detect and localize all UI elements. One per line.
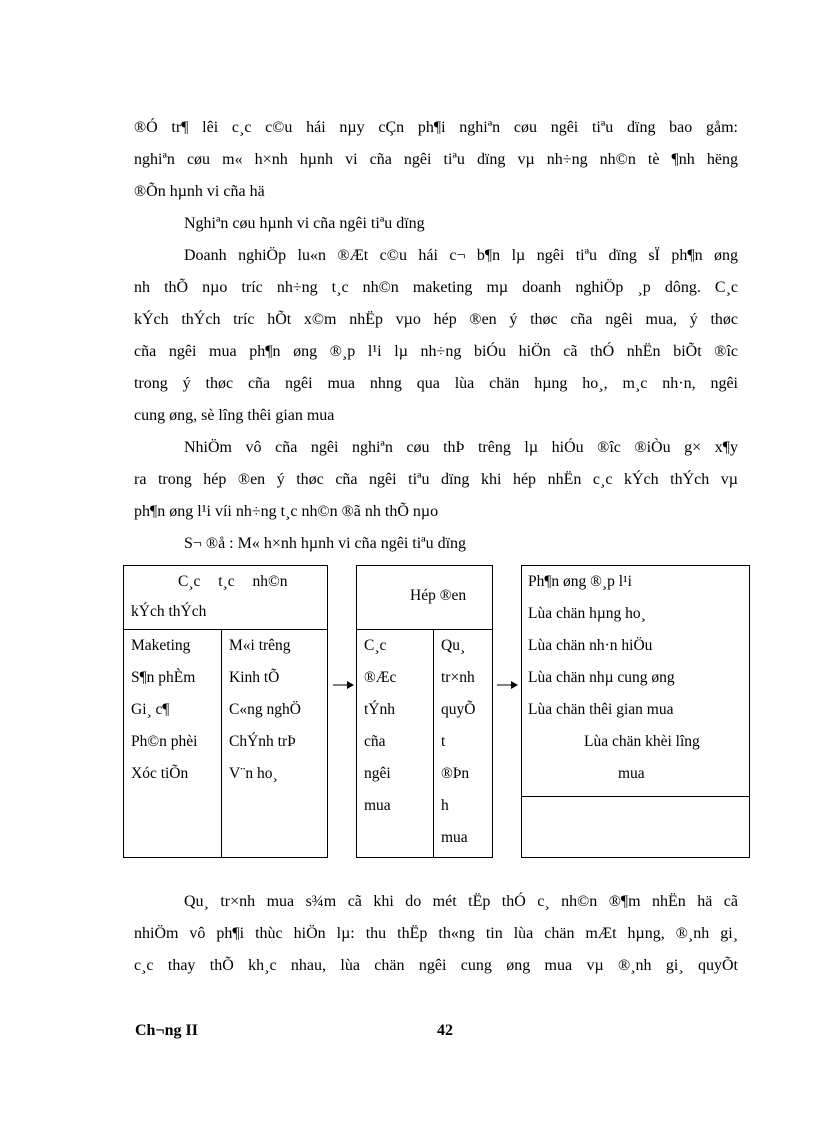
after-line-3: c¸c thay thÕ kh¸c nhau, lùa chän ngêi cung øng mua vµ ®¸nh gi¸ quyÕt xyxy=(134,957,738,974)
buyer-trait: mua xyxy=(364,797,391,814)
environment-item: Kinh tÕ xyxy=(229,669,280,686)
after-line-1: Qu¸ tr×nh mua s¾m cã khi do mét tËp thÓ c¸ nh©n ®¶m nhËn hä cã xyxy=(184,893,738,910)
response-item: mua xyxy=(618,765,645,782)
marketing-item: S¶n phÈm xyxy=(131,669,196,686)
body-line-11: NhiÖm vô cña ngêi nghiªn cøu thÞ trêng lµ hiÓu ®îc ®iÒu g× x¶y xyxy=(184,439,738,456)
stimuli-divider xyxy=(123,629,328,630)
body-line-3: ®Õn hµnh vi cña hä xyxy=(134,183,265,200)
buyer-trait: cña xyxy=(364,733,386,750)
buyer-trait: tÝnh xyxy=(364,701,395,718)
marketing-item: Ph©n phèi xyxy=(131,733,198,750)
environment-item: V¨n ho¸ xyxy=(229,765,278,782)
blackbox-col-divider xyxy=(433,629,434,858)
marketing-item: Maketing xyxy=(131,637,191,654)
decision-process: Qu¸ xyxy=(441,637,466,654)
buyer-trait: ngêi xyxy=(364,765,391,782)
response-item: Ph¶n øng ®¸p l¹i xyxy=(528,573,632,590)
environment-item: C«ng nghÖ xyxy=(229,701,301,718)
body-line-10: cung øng, sè lîng thêi gian mua xyxy=(134,407,335,424)
body-line-8: cña ngêi mua ph¶n øng ®¸p l¹i lµ nh÷ng biÓu hiÖn cã thÓ nhËn biÕt ®îc xyxy=(134,343,738,360)
response-item: Lùa chän nh·n hiÖu xyxy=(528,637,653,654)
environment-item: ChÝnh trÞ xyxy=(229,733,296,750)
body-line-7: kÝch thÝch tríc hÕt x©m nhËp vµo hép ®en ý thøc cña ngêi mua, ý thøc xyxy=(134,311,738,328)
response-item: Lùa chän khèi lîng xyxy=(584,733,700,750)
body-line-6: nh thÕ nµo tríc nh÷ng t¸c nh©n maketing mµ doanh nghiÖp ¸p dông. C¸c xyxy=(134,279,738,296)
response-divider xyxy=(521,796,750,797)
decision-process: quyÕ xyxy=(441,701,476,718)
blackbox-header: Hép ®en xyxy=(410,587,467,604)
response-item: Lùa chän hµng ho¸ xyxy=(528,605,646,622)
body-line-1: ®Ó tr¶ lêi c¸c c©u hái nµy cÇn ph¶i nghiªn cøu ngêi tiªu dïng bao gåm: xyxy=(134,119,738,136)
arrow-right-icon xyxy=(497,679,519,691)
section-heading: Nghiªn cøu hµnh vi cña ngêi tiªu dïng xyxy=(184,215,425,232)
stimuli-header-2: kÝch thÝch xyxy=(131,603,207,620)
diagram-caption: S¬ ®å : M« h×nh hµnh vi cña ngêi tiªu dïng xyxy=(184,535,467,552)
decision-process: mua xyxy=(441,829,468,846)
stimuli-header: C¸c t¸c nh©n xyxy=(178,573,288,590)
after-line-2: nhiÖm vô ph¶i thùc hiÖn lµ: thu thËp th«ng tin lùa chän mÆt hµng, ®¸nh gi¸ xyxy=(134,925,738,942)
decision-process: tr×nh xyxy=(441,669,475,686)
buyer-trait: C¸c xyxy=(364,637,387,654)
body-line-12: ra trong hép ®en ý thøc cña ngêi tiªu dïng khi hép nhËn c¸c kÝch thÝch vµ xyxy=(134,471,738,488)
environment-item: M«i trêng xyxy=(229,637,291,654)
marketing-item: Gi¸ c¶ xyxy=(131,701,170,718)
page-number: 42 xyxy=(437,1022,453,1039)
stimuli-col-divider xyxy=(221,629,222,858)
marketing-item: Xóc tiÕn xyxy=(131,765,189,782)
body-line-13: ph¶n øng l¹i víi nh÷ng t¸c nh©n ®ã nh thÕ nµo xyxy=(134,503,439,520)
response-item: Lùa chän thêi gian mua xyxy=(528,701,674,718)
blackbox-divider xyxy=(356,629,493,630)
body-line-5: Doanh nghiÖp lu«n ®Æt c©u hái c¬ b¶n lµ ngêi tiªu dïng sÏ ph¶n øng xyxy=(184,247,738,264)
body-line-9: trong ý thøc cña ngêi mua nhng qua lùa chän hµng ho¸, m¸c nh·n, ngêi xyxy=(134,375,738,392)
buyer-trait: ®Æc xyxy=(364,669,397,686)
body-line-2: nghiªn cøu m« h×nh hµnh vi cña ngêi tiªu dïng vµ nh÷ng nh©n tè ¶nh hëng xyxy=(134,151,738,168)
response-item: Lùa chän nhµ cung øng xyxy=(528,669,675,686)
decision-process: ®Þn xyxy=(441,765,470,782)
decision-process: h xyxy=(441,797,449,814)
arrow-right-icon xyxy=(333,679,355,691)
chapter-label: Ch¬ng II xyxy=(135,1022,198,1039)
decision-process: t xyxy=(441,733,446,750)
